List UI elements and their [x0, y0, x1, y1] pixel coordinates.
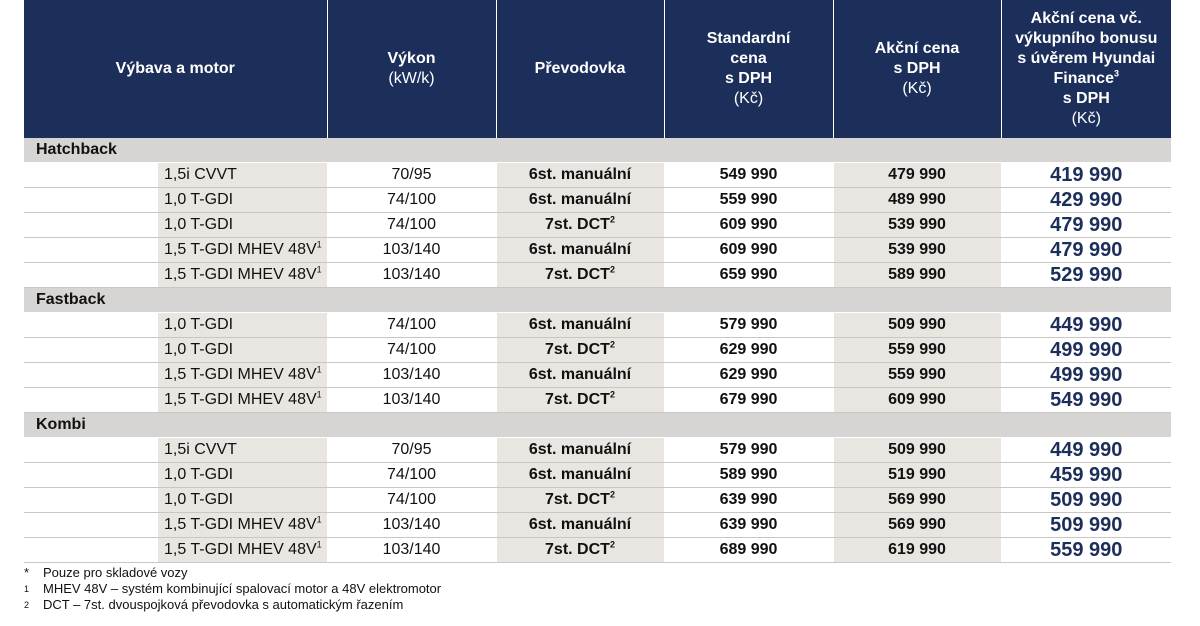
engine-cell [24, 513, 327, 538]
header-gearbox: Převodovka [496, 0, 664, 138]
standard-price-cell: 639 990 [664, 513, 833, 538]
bonus-price-cell: 449 990 [1001, 438, 1171, 463]
footnote: * Pouze pro skladové vozy [24, 565, 188, 580]
section-title: Fastback [24, 288, 1171, 313]
standard-price-cell: 609 990 [664, 213, 833, 238]
bonus-price-cell: 509 990 [1001, 488, 1171, 513]
gearbox-cell: 6st. manuální [496, 313, 664, 338]
promo-price-cell: 589 990 [833, 263, 1001, 288]
gearbox-footnote-mark: 2 [609, 214, 615, 225]
gearbox-cell: 7st. DCT$^2$ [496, 538, 664, 563]
engine-footnote-mark: 1 [316, 239, 322, 250]
engine-footnote-mark: 1 [316, 389, 322, 400]
engine-cell [24, 263, 327, 288]
promo-price-cell: 489 990 [833, 188, 1001, 213]
power-cell: 103/140 [327, 263, 496, 288]
engine-name: 1,0 T-GDI [164, 341, 234, 358]
gearbox-footnote-mark: 2 [609, 339, 615, 350]
header-bonus-price: Akční cena vč. výkupního bonusu s úvěrem Hyundai Finance$^3$ s DPH (Kč) [1001, 0, 1171, 138]
standard-price-cell: 659 990 [664, 263, 833, 288]
gearbox-footnote-mark: 2 [609, 489, 615, 500]
engine-name: 1,5 T-GDI MHEV 48V [164, 366, 317, 383]
engine-footnote-mark: 1 [316, 264, 322, 275]
bonus-price-cell: 479 990 [1001, 213, 1171, 238]
engine-footnote-mark: 1 [316, 539, 322, 550]
power-cell: 74/100 [327, 338, 496, 363]
table-row [24, 513, 1171, 538]
gearbox-cell: 7st. DCT$^2$ [496, 213, 664, 238]
standard-price-cell: 579 990 [664, 313, 833, 338]
power-cell: 103/140 [327, 238, 496, 263]
engine-cell [24, 238, 327, 263]
gearbox-cell: 6st. manuální [496, 163, 664, 188]
power-cell: 103/140 [327, 388, 496, 413]
table-row [24, 438, 1171, 463]
table-row [24, 188, 1171, 213]
gearbox-cell: 7st. DCT$^2$ [496, 488, 664, 513]
promo-price-cell: 479 990 [833, 163, 1001, 188]
engine-name: 1,0 T-GDI [164, 491, 234, 508]
standard-price-cell: 549 990 [664, 163, 833, 188]
promo-price-cell: 619 990 [833, 538, 1001, 563]
promo-price-cell: 569 990 [833, 488, 1001, 513]
promo-price-cell: 539 990 [833, 238, 1001, 263]
power-cell: 74/100 [327, 188, 496, 213]
price-list [24, 0, 1171, 563]
standard-price-cell: 629 990 [664, 338, 833, 363]
bonus-price-cell: 459 990 [1001, 463, 1171, 488]
bonus-price-cell: 549 990 [1001, 388, 1171, 413]
engine-name: 1,5 T-GDI MHEV 48V [164, 516, 317, 533]
bonus-price-cell: 419 990 [1001, 163, 1171, 188]
gearbox-footnote-mark: 2 [609, 389, 615, 400]
gearbox-cell: 6st. manuální [496, 463, 664, 488]
gearbox-footnote-mark: 2 [609, 539, 615, 550]
header-power: Výkon (kW/k) [327, 0, 496, 138]
power-cell: 70/95 [327, 438, 496, 463]
promo-price-cell: 559 990 [833, 363, 1001, 388]
engine-cell [24, 438, 327, 463]
section-title: Hatchback [24, 138, 1171, 163]
header-standard-price: Standardní cena s DPH (Kč) [664, 0, 833, 138]
power-cell: 70/95 [327, 163, 496, 188]
engine-name: 1,0 T-GDI [164, 316, 234, 333]
bonus-price-cell: 499 990 [1001, 338, 1171, 363]
engine-cell [24, 538, 327, 563]
engine-cell [24, 488, 327, 513]
price-table [24, 0, 1171, 563]
standard-price-cell: 639 990 [664, 488, 833, 513]
bonus-price-cell: 499 990 [1001, 363, 1171, 388]
promo-price-cell: 609 990 [833, 388, 1001, 413]
engine-cell [24, 213, 327, 238]
standard-price-cell: 579 990 [664, 438, 833, 463]
engine-cell [24, 388, 327, 413]
engine-name: 1,5 T-GDI MHEV 48V [164, 241, 317, 258]
power-cell: 103/140 [327, 363, 496, 388]
table-row [24, 488, 1171, 513]
header-equipment-engine: Výbava a motor [24, 0, 327, 138]
engine-cell [24, 463, 327, 488]
gearbox-footnote-mark: 2 [609, 264, 615, 275]
footnotes [24, 565, 441, 613]
footnote: 2 DCT – 7st. dvouspojková převodovka s automatickým řazením [24, 597, 404, 612]
standard-price-cell: 689 990 [664, 538, 833, 563]
engine-cell [24, 313, 327, 338]
promo-price-cell: 509 990 [833, 313, 1001, 338]
bonus-price-cell: 479 990 [1001, 238, 1171, 263]
engine-cell [24, 338, 327, 363]
power-cell: 103/140 [327, 513, 496, 538]
standard-price-cell: 589 990 [664, 463, 833, 488]
section-row [24, 413, 1171, 438]
gearbox-cell: 6st. manuální [496, 188, 664, 213]
power-cell: 103/140 [327, 538, 496, 563]
promo-price-cell: 519 990 [833, 463, 1001, 488]
table-row [24, 213, 1171, 238]
power-cell: 74/100 [327, 313, 496, 338]
table-row [24, 263, 1171, 288]
gearbox-cell: 6st. manuální [496, 438, 664, 463]
engine-footnote-mark: 1 [316, 364, 322, 375]
power-cell: 74/100 [327, 463, 496, 488]
engine-cell [24, 163, 327, 188]
bonus-price-cell: 449 990 [1001, 313, 1171, 338]
engine-name: 1,5 T-GDI MHEV 48V [164, 266, 317, 283]
gearbox-cell: 7st. DCT$^2$ [496, 263, 664, 288]
bonus-price-cell: 559 990 [1001, 538, 1171, 563]
engine-cell [24, 188, 327, 213]
table-row [24, 388, 1171, 413]
table-row [24, 238, 1171, 263]
power-cell: 74/100 [327, 213, 496, 238]
power-cell: 74/100 [327, 488, 496, 513]
engine-name: 1,0 T-GDI [164, 191, 234, 208]
section-row [24, 138, 1171, 163]
section-row [24, 288, 1171, 313]
bonus-price-cell: 509 990 [1001, 513, 1171, 538]
table-row [24, 338, 1171, 363]
table-row [24, 163, 1171, 188]
engine-footnote-mark: 1 [316, 514, 322, 525]
engine-name: 1,5 T-GDI MHEV 48V [164, 541, 317, 558]
table-row [24, 538, 1171, 563]
table-row [24, 313, 1171, 338]
standard-price-cell: 559 990 [664, 188, 833, 213]
promo-price-cell: 509 990 [833, 438, 1001, 463]
bonus-price-cell: 429 990 [1001, 188, 1171, 213]
standard-price-cell: 679 990 [664, 388, 833, 413]
table-row [24, 363, 1171, 388]
section-title: Kombi [24, 413, 1171, 438]
gearbox-cell: 6st. manuální [496, 513, 664, 538]
footnote: 1 MHEV 48V – systém kombinující spalovací motor a 48V elektromotor [24, 581, 442, 596]
standard-price-cell: 629 990 [664, 363, 833, 388]
bonus-price-cell: 529 990 [1001, 263, 1171, 288]
gearbox-cell: 6st. manuální [496, 363, 664, 388]
gearbox-cell: 7st. DCT$^2$ [496, 388, 664, 413]
engine-name: 1,0 T-GDI [164, 466, 234, 483]
table-row [24, 463, 1171, 488]
header-promo-price: Akční cena s DPH (Kč) [833, 0, 1001, 138]
engine-name: 1,5i CVVT [164, 166, 237, 183]
engine-name: 1,5 T-GDI MHEV 48V [164, 391, 317, 408]
engine-name: 1,5i CVVT [164, 441, 237, 458]
standard-price-cell: 609 990 [664, 238, 833, 263]
engine-name: 1,0 T-GDI [164, 216, 234, 233]
gearbox-cell: 7st. DCT$^2$ [496, 338, 664, 363]
engine-cell [24, 363, 327, 388]
promo-price-cell: 539 990 [833, 213, 1001, 238]
promo-price-cell: 569 990 [833, 513, 1001, 538]
promo-price-cell: 559 990 [833, 338, 1001, 363]
header-row [24, 0, 1171, 138]
gearbox-cell: 6st. manuální [496, 238, 664, 263]
